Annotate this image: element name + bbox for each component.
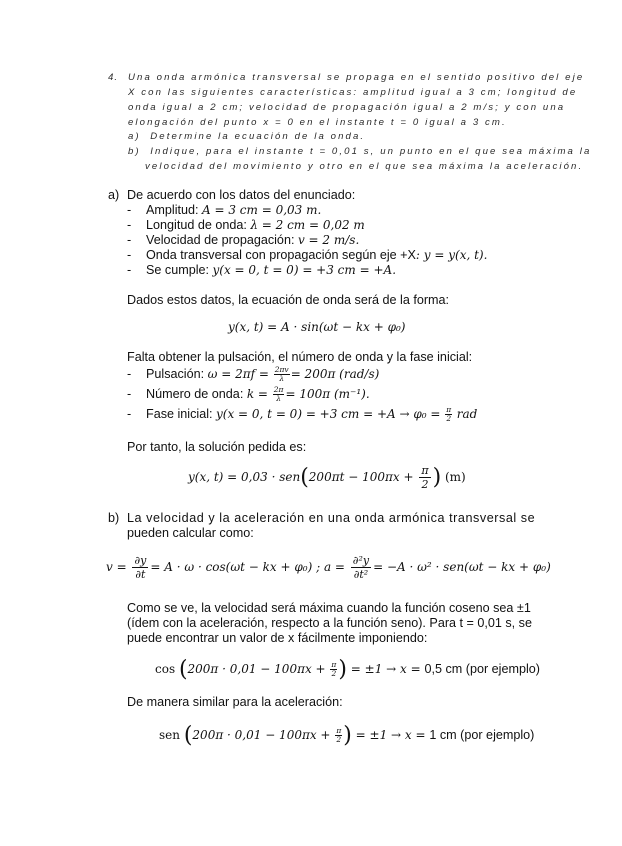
list-item-pulsation: - Pulsación: ω = 2πf = $\frac{2\pi v}{\lambda}$ = 200π (rad/s) xyxy=(127,365,380,383)
part-b-intro-line-2: pueden calcular como: xyxy=(127,526,254,540)
list-item-velocity: - Velocidad de propagación: v = 2 m/s. xyxy=(127,233,360,247)
wave-number-fraction: $\frac{2\pi}{\lambda}$ xyxy=(273,385,284,403)
statement-question-a: a) Determine la ecuación de la onda. xyxy=(128,131,366,142)
list-item-phase: - Fase inicial: y(x = 0, t = 0) = +3 cm = +A → φ₀ = $\frac{\pi}{2}$ rad xyxy=(127,405,478,423)
statement-line-3: onda igual a 2 cm; velocidad de propagación igual a 2 m/s; y con una xyxy=(128,102,566,113)
solution-intro: Por tanto, la solución pedida es: xyxy=(127,440,307,454)
sine-condition-equation: sen (200π · 0,01 − 100πx + $\frac{\pi}{2}$ ) = ±1 → x = 1 cm (por ejemplo) xyxy=(159,723,535,748)
part-b-label: b) xyxy=(108,511,120,525)
sine-phase-fraction: $\frac{\pi}{2}$ xyxy=(336,726,342,744)
statement-line-2: X con las siguientes características: amplitud igual a 3 cm; longitud de xyxy=(128,87,578,98)
statement-question-b-line-1: b) Indique, para el instante t = 0,01 s, un punto en el que sea máxima la xyxy=(128,146,592,157)
part-a-label: a) xyxy=(108,188,120,202)
statement-line-4: elongación del punto x = 0 en el instante t = 0 igual a 3 cm. xyxy=(128,117,507,128)
cosine-phase-fraction: $\frac{\pi}{2}$ xyxy=(331,660,337,678)
solution-equation: y(x, t) = 0,03 · sen(200πt − 100πx + $\frac{\pi}{2}$ ) (m) xyxy=(188,464,466,491)
missing-intro: Falta obtener la pulsación, el número de onda y la fase inicial: xyxy=(127,350,473,364)
list-item-transversal: - Onda transversal con propagación según eje +X: y = y(x, t). xyxy=(127,248,488,262)
velocity-derivative-fraction: $\frac{\partial y}{\partial t}$ xyxy=(134,554,147,581)
acceleration-derivative-fraction: $\frac{\text{∂²y}}{\text{∂t²}}$ xyxy=(352,554,370,581)
explanation-line-2: (ídem con la aceleración, respecto a la función seno). Para t = 0,01 s, se xyxy=(127,616,532,630)
statement-question-b-line-2: velocidad del movimiento y otro en el que sea máxima la aceleración. xyxy=(145,161,584,172)
explanation-line-1: Como se ve, la velocidad será máxima cuando la función coseno sea ±1 xyxy=(127,601,531,615)
list-item-initial-condition: - Se cumple: y(x = 0, t = 0) = +3 cm = +A. xyxy=(127,263,397,277)
cosine-condition-equation: cos (200π · 0,01 − 100πx + $\frac{\pi}{2}$ ) = ±1 → x = 0,5 cm (por ejemplo) xyxy=(155,657,540,682)
pulsation-fraction: $\frac{2\pi v}{\lambda}$ xyxy=(274,365,289,383)
explanation-line-3: puede encontrar un valor de x fácilmente imponiendo: xyxy=(127,631,428,645)
solution-phase-fraction: $\frac{\pi}{2}$ xyxy=(421,464,429,491)
part-a-intro: De acuerdo con los datos del enunciado: xyxy=(127,188,356,202)
list-item-wave-number: - Número de onda: k = $\frac{2\pi}{\lambda}$ = 100π (m⁻¹). xyxy=(127,385,370,403)
problem-number: 4. xyxy=(108,72,119,83)
part-b-intro-line-1: La velocidad y la aceleración en una onda armónica transversal se xyxy=(127,511,536,525)
statement-line-1: Una onda armónica transversal se propaga en el sentido positivo del eje xyxy=(128,72,585,83)
list-item-wavelength: - Longitud de onda: λ = 2 cm = 0,02 m xyxy=(127,218,365,232)
list-item-amplitude: - Amplitud: A = 3 cm = 0,03 m. xyxy=(127,203,322,217)
phase-fraction: $\frac{\pi}{2}$ xyxy=(446,405,452,423)
wave-equation: y(x, t) = A · sin(ωt − kx + φ₀) xyxy=(228,320,406,334)
velocity-acceleration-equation: v = $\frac{\partial y}{\partial t}$ = A · ω · cos(ωt − kx + φ₀) ; a = $\frac{\text{∂²y}}{\text{∂t²}}$ = −A · ω² · sen(ωt − kx + φ₀) xyxy=(106,554,551,581)
form-intro: Dados estos datos, la ecuación de onda será de la forma: xyxy=(127,293,450,307)
similar-intro: De manera similar para la aceleración: xyxy=(127,695,343,709)
